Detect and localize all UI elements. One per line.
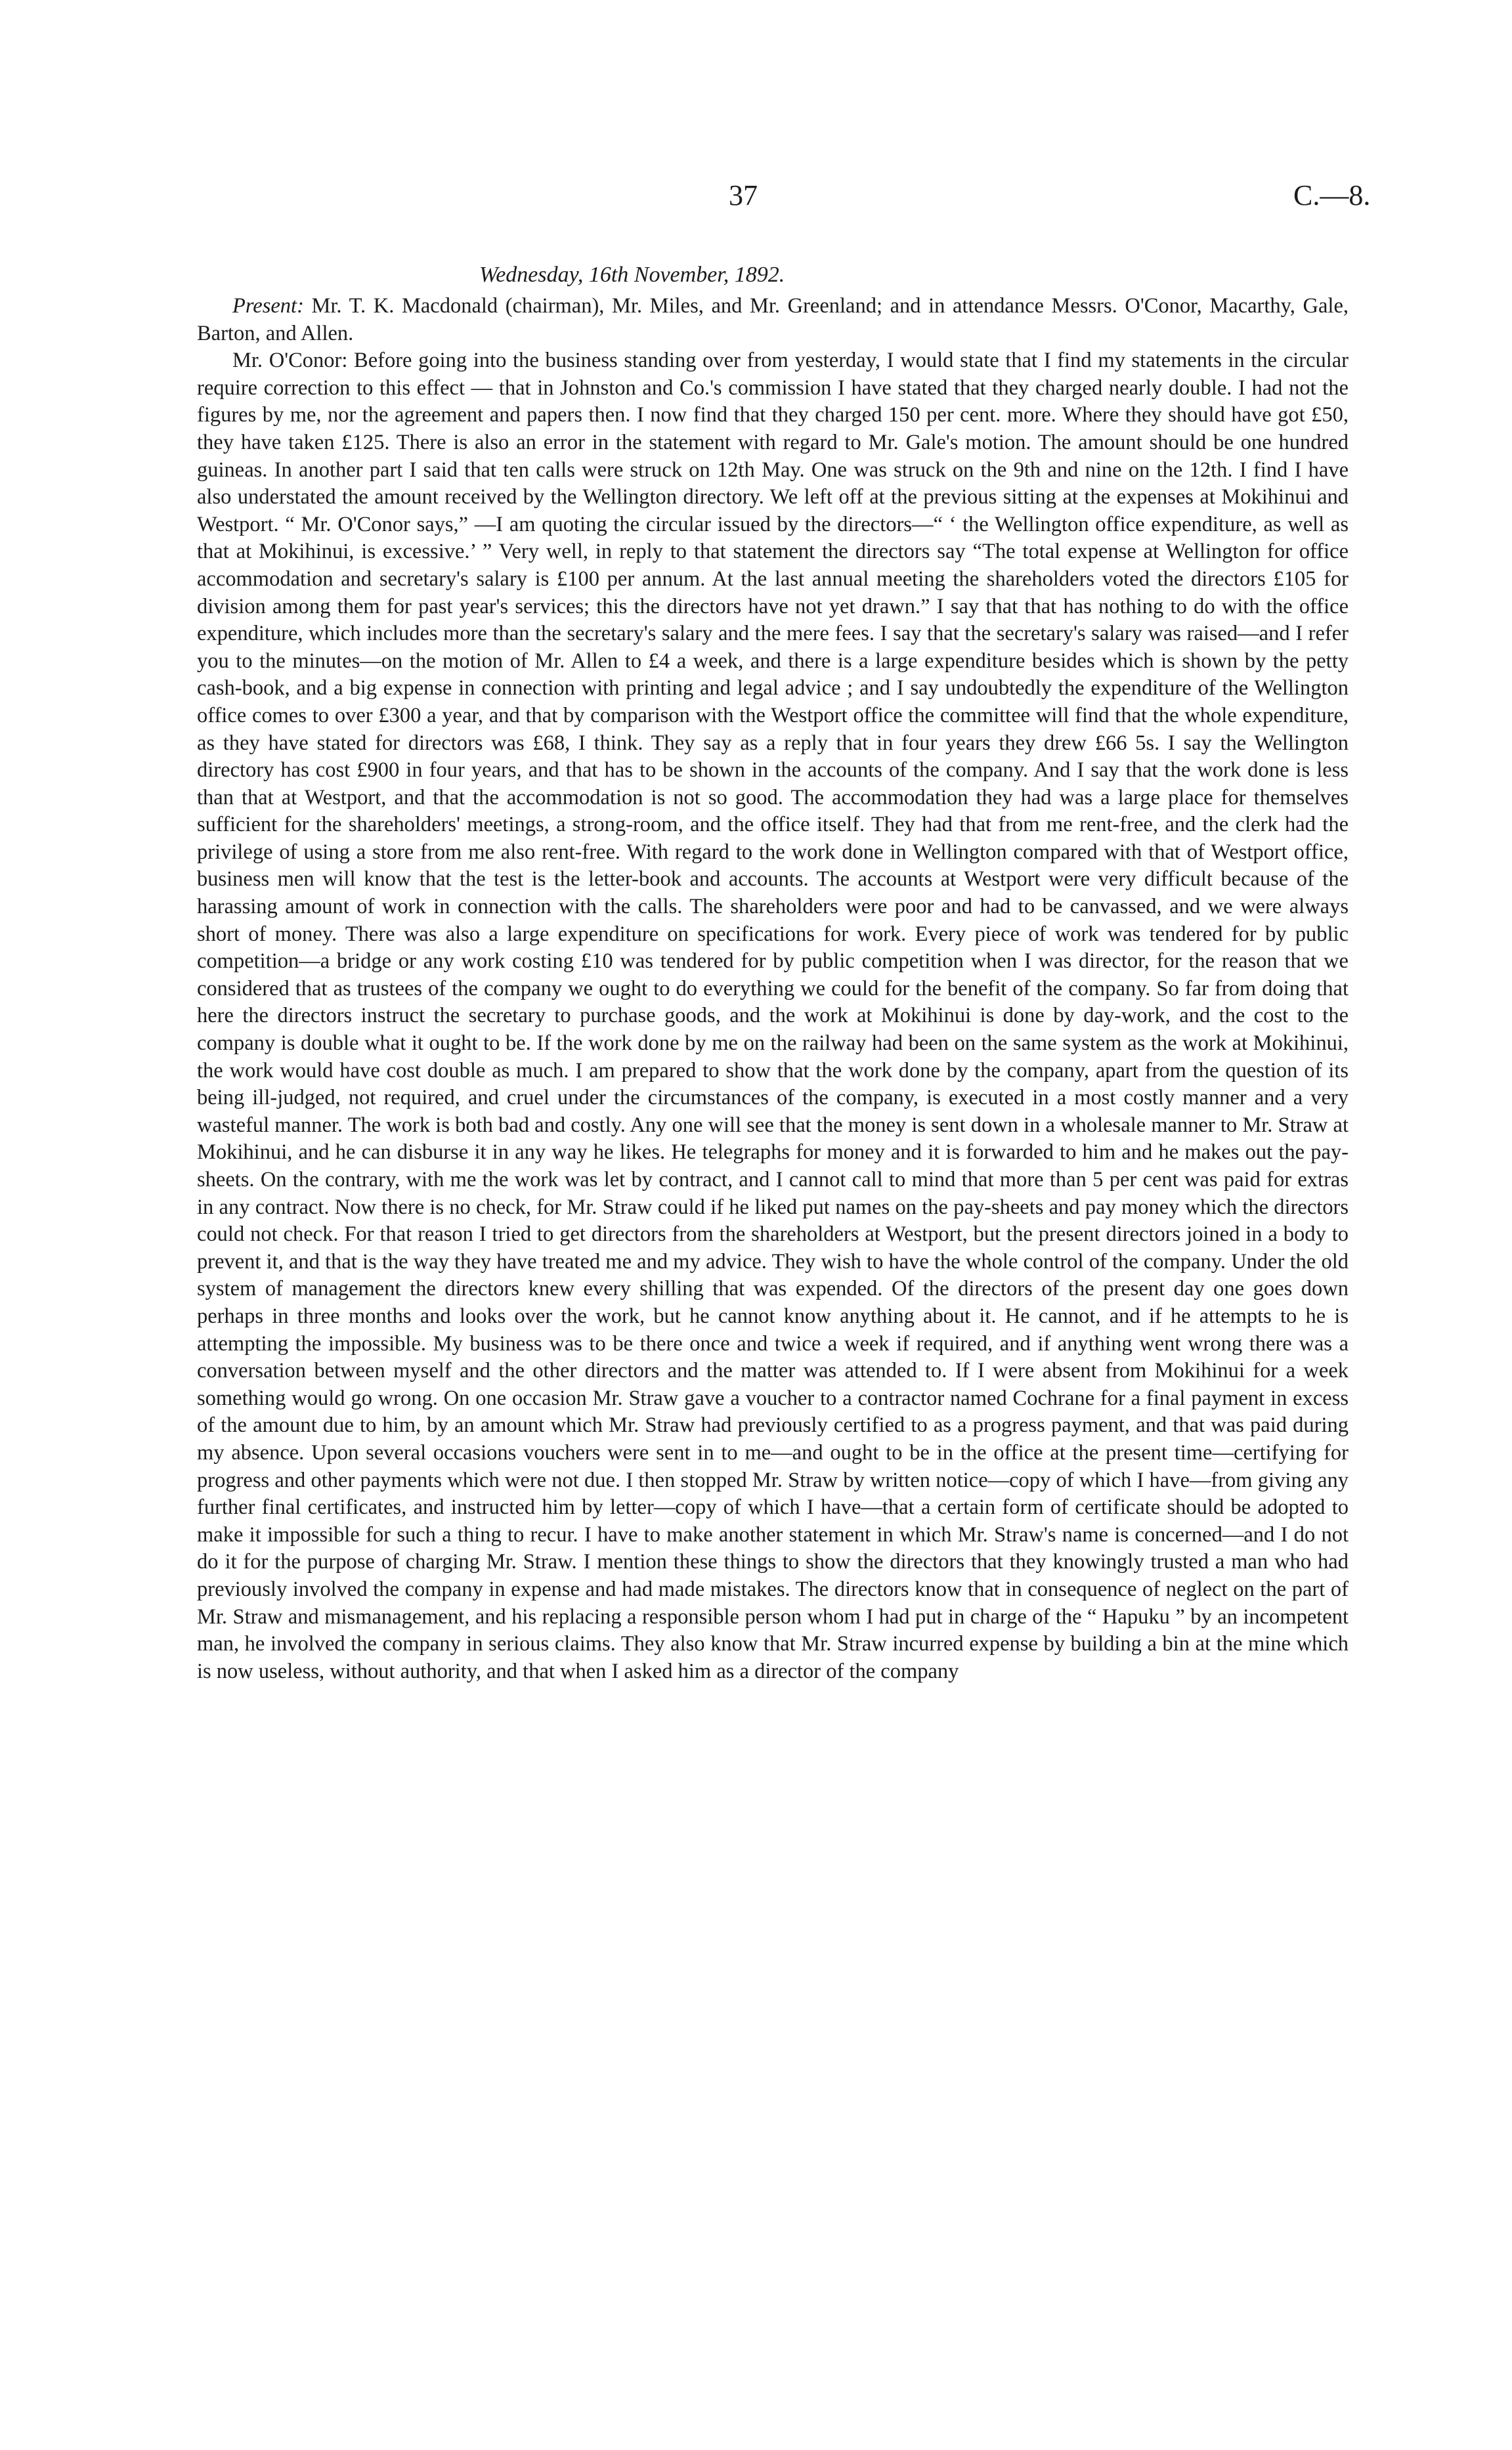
statement-paragraph: Mr. O'Conor: Before going into the business standing over from yesterday, I would state that I find my statements in the circular require correction to this effect — that in Johnston and Co.'s commission I have stated that they charged nearly double. I had not the figures by me, nor the agreement and papers then. I now find that they charged 150 per cent. more. Where they should have got £50, they have taken £125. There is also an error in the statement with regard to Mr. Gale's motion. The amount should be one hundred guineas. In another part I said that ten calls were struck on 12th May. One was struck on the 9th and nine on the 12th. I find I have also understated the amount received by the Wellington directory. We left off at the previous sitting at the expenses at Mokihinui and Westport. “ Mr. O'Conor says,” —I am quoting the circular issued by the directors—“ ‘ the Wellington office expenditure, as well as that at Mokihinui, is excessive.’ ” Very well, in reply to that statement the directors say “The total expense at Wellington for office accommodation and secretary's salary is £100 per annum. At the last annual meeting the shareholders voted the directors £105 for division among them for past year's services; this the directors have not yet drawn.” I say that that has nothing to do with the office expenditure, which includes more than the secretary's salary and the mere fees. I say that the secretary's salary was raised—and I refer you to the minutes—on the motion of Mr. Allen to £4 a week, and there is a large expenditure besides which is shown by the petty cash-book, and a big expense in connection with printing and legal advice ; and I say undoubtedly the expenditure of the Wellington office comes to over £300 a year, and that by comparison with the Westport office the committee will find that the whole expenditure, as they have stated for directors was £68, I think. They say as a reply that in four years they drew £66 5s. I say the Wellington directory has cost £900 in four years, and that has to be shown in the accounts of the company. And I say that the work done is less than that at Westport, and that the accommodation is not so good. The accommodation they had was a large place for themselves sufficient for the shareholders' meetings, a strong-room, and the office itself. They had that from me rent-free, and the clerk had the privilege of using a store from me also rent-free. With regard to the work done in Wellington compared with that of Westport office, business men will know that the test is the letter-book and accounts. The accounts at Westport were very difficult because of the harassing amount of work in connection with the calls. The shareholders were poor and had to be canvassed, and we were always short of money. There was also a large expenditure on specifications for work. Every piece of work was tendered for by public competition—a bridge or any work costing £10 was tendered for by public competition when I was director, for the reason that we considered that as trustees of the company we ought to do everything we could for the benefit of the company. So far from doing that here the directors instruct the secretary to purchase goods, and the work at Mokihinui is done by day-work, and the cost to the company is double what it ought to be. If the work done by me on the railway had been on the same system as the work at Mokihinui, the work would have cost double as much. I am prepared to show that the work done by the company, apart from the question of its being ill-judged, not required, and cruel under the circumstances of the company, is executed in a most costly manner and a very wasteful manner. The work is both bad and costly. Any one will see that the money is sent down in a wholesale manner to Mr. Straw at Mokihinui, and he can disburse it in any way he likes. He telegraphs for money and it is forwarded to him and he makes out the pay-sheets. On the contrary, with me the work was let by contract, and I cannot call to mind that more than 5 per cent was paid for extras in any contract. Now there is no check, for Mr. Straw could if he liked put names on the pay-sheets and pay money which the directors could not check. For that reason I tried to get directors from the shareholders at Westport, but the present directors joined in a body to prevent it, and that is the way they have treated me and my advice. They wish to have the whole control of the company. Under the old system of management the directors knew every shilling that was expended. Of the directors of the present day one goes down perhaps in three months and looks over the work, but he cannot know anything about it. He cannot, and if he attempts to he is attempting the impossible. My business was to be there once and twice a week if required, and if anything went wrong there was a conversation between myself and the other directors and the matter was attended to. If I were absent from Mokihinui for a week something would go wrong. On one occasion Mr. Straw gave a voucher to a contractor named Cochrane for a final payment in excess of the amount due to him, by an amount which Mr. Straw had previously certified to as a progress payment, and that was paid during my absence. Upon several occasions vouchers were sent in to me—and ought to be in the office at the present time—certifying for progress and other payments which were not due. I then stopped Mr. Straw by written notice—copy of which I have—from giving any further final certificates, and instructed him by letter—copy of which I have—that a certain form of certificate should be adopted to make it impossible for such a thing to recur. I have to make another statement in which Mr. Straw's name is concerned—and I do not do it for the purpose of charging Mr. Straw. I mention these things to show the directors that they knowingly trusted a man who had previously involved the company in expense and had made mistakes. The directors know that in consequence of neglect on the part of Mr. Straw and mismanagement, and his replacing a responsible person whom I had put in charge of the “ Hapuku ” by an incompetent man, he involved the company in serious claims. They also know that Mr. Straw incurred expense by building a bin at the mine which is now useless, without authority, and that when I asked him as a director of the company <box>197 349 1349 1683</box>
document-reference: C.—8. <box>1293 179 1371 211</box>
body-text <box>197 293 1349 1685</box>
present-text: Mr. T. K. Macdonald (chairman), Mr. Miles, and Mr. Greenland; and in attendance Messrs. O'Conor, Macarthy, Gale, Barton, and Allen. <box>197 294 1349 345</box>
present-label: Present: <box>232 294 304 318</box>
present-paragraph <box>197 293 1349 347</box>
page-number: 37 <box>729 179 758 211</box>
date-line: Wednesday, 16th November, 1892. <box>479 263 785 287</box>
